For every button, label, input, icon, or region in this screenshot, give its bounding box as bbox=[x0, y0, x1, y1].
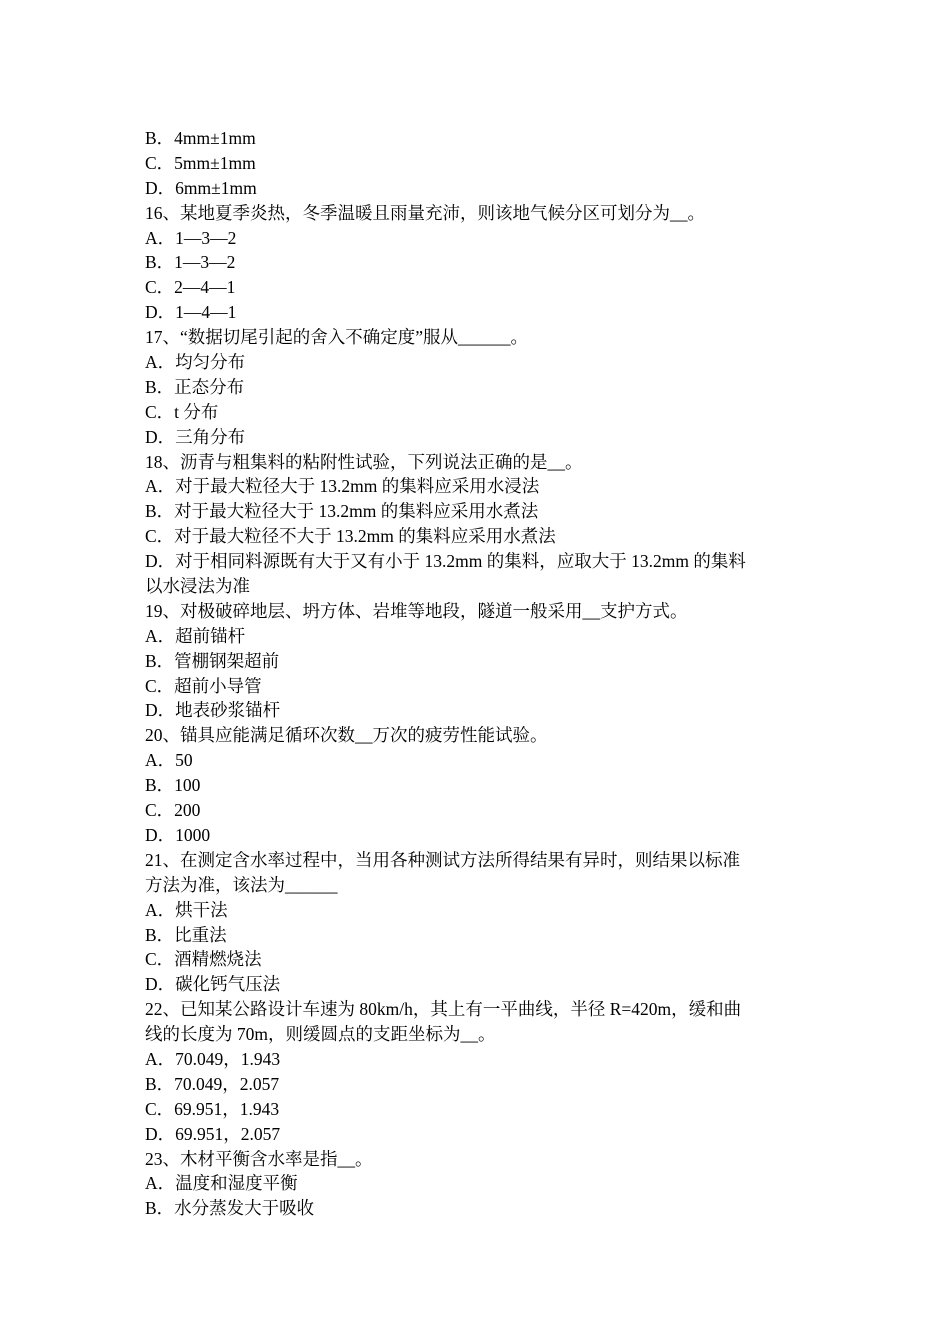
option-d-q20: D．1000 bbox=[145, 824, 211, 845]
option-b-q23: B．水分蒸发大于吸收 bbox=[145, 1198, 315, 1219]
question-21: 21、在测定含水率过程中，当用各种测试方法所得结果有异时，则结果以标准 bbox=[145, 849, 740, 870]
option-a-q22: A．70.049，1.943 bbox=[145, 1048, 281, 1069]
option-d-q22: D．69.951，2.057 bbox=[145, 1123, 281, 1144]
option-b-q19: B．管棚钢架超前 bbox=[145, 650, 280, 671]
option-a-q16: A．1—3—2 bbox=[145, 227, 237, 248]
question-18: 18、沥青与粗集料的粘附性试验，下列说法正确的是__。 bbox=[145, 451, 583, 472]
option-c-q15: C．5mm±1mm bbox=[145, 152, 256, 173]
option-c-q17: C．t 分布 bbox=[145, 401, 219, 422]
option-c-q16: C．2—4—1 bbox=[145, 277, 236, 298]
option-b-q18: B．对于最大粒径大于 13.2mm 的集料应采用水煮法 bbox=[145, 501, 539, 522]
option-b-q21: B．比重法 bbox=[145, 924, 227, 945]
option-d-q17: D．三角分布 bbox=[145, 426, 246, 447]
question-23: 23、木材平衡含水率是指__。 bbox=[145, 1148, 373, 1169]
question-22-continued: 线的长度为 70m，则缓圆点的支距坐标为__。 bbox=[145, 1024, 496, 1045]
option-a-q23: A．温度和湿度平衡 bbox=[145, 1173, 298, 1194]
option-b-q22: B．70.049，2.057 bbox=[145, 1073, 280, 1094]
option-a-q21: A．烘干法 bbox=[145, 899, 228, 920]
option-b-q17: B．正态分布 bbox=[145, 376, 245, 397]
question-21-continued: 方法为准，该法为______ bbox=[145, 874, 338, 895]
question-16: 16、某地夏季炎热，冬季温暖且雨量充沛，则该地气候分区可划分为__。 bbox=[145, 202, 705, 223]
option-a-q19: A．超前锚杆 bbox=[145, 625, 246, 646]
option-a-q20: A．50 bbox=[145, 750, 193, 771]
option-d-q21: D．碳化钙气压法 bbox=[145, 974, 281, 995]
option-c-q18: C．对于最大粒径不大于 13.2mm 的集料应采用水煮法 bbox=[145, 526, 556, 547]
option-b-q16: B．1—3—2 bbox=[145, 252, 236, 273]
option-a-q17: A．均匀分布 bbox=[145, 352, 246, 373]
question-19: 19、对极破碎地层、坍方体、岩堆等地段，隧道一般采用__支护方式。 bbox=[145, 600, 688, 621]
option-c-q19: C．超前小导管 bbox=[145, 675, 262, 696]
option-d-q18: D．对于相同料源既有大于又有小于 13.2mm 的集料，应取大于 13.2mm 的集料 bbox=[145, 551, 746, 572]
option-d-q16: D．1—4—1 bbox=[145, 302, 237, 323]
option-b-q20: B．100 bbox=[145, 775, 201, 796]
option-c-q22: C．69.951，1.943 bbox=[145, 1098, 280, 1119]
question-22: 22、已知某公路设计车速为 80km/h，其上有一平曲线，半径 R=420m，缓和曲 bbox=[145, 999, 742, 1020]
option-c-q20: C．200 bbox=[145, 800, 201, 821]
option-b-q15: B．4mm±1mm bbox=[145, 128, 256, 148]
option-a-q18: A．对于最大粒径大于 13.2mm 的集料应采用水浸法 bbox=[145, 476, 540, 497]
document-body bbox=[145, 126, 810, 1221]
question-17: 17、“数据切尾引起的舍入不确定度”服从______。 bbox=[145, 327, 529, 348]
question-20: 20、锚具应能满足循环次数__万次的疲劳性能试验。 bbox=[145, 725, 548, 746]
option-d-q18-continued: 以水浸法为准 bbox=[145, 576, 250, 597]
option-d-q19: D．地表砂浆锚杆 bbox=[145, 700, 281, 721]
option-d-q15: D．6mm±1mm bbox=[145, 177, 257, 198]
option-c-q21: C．酒精燃烧法 bbox=[145, 949, 262, 970]
